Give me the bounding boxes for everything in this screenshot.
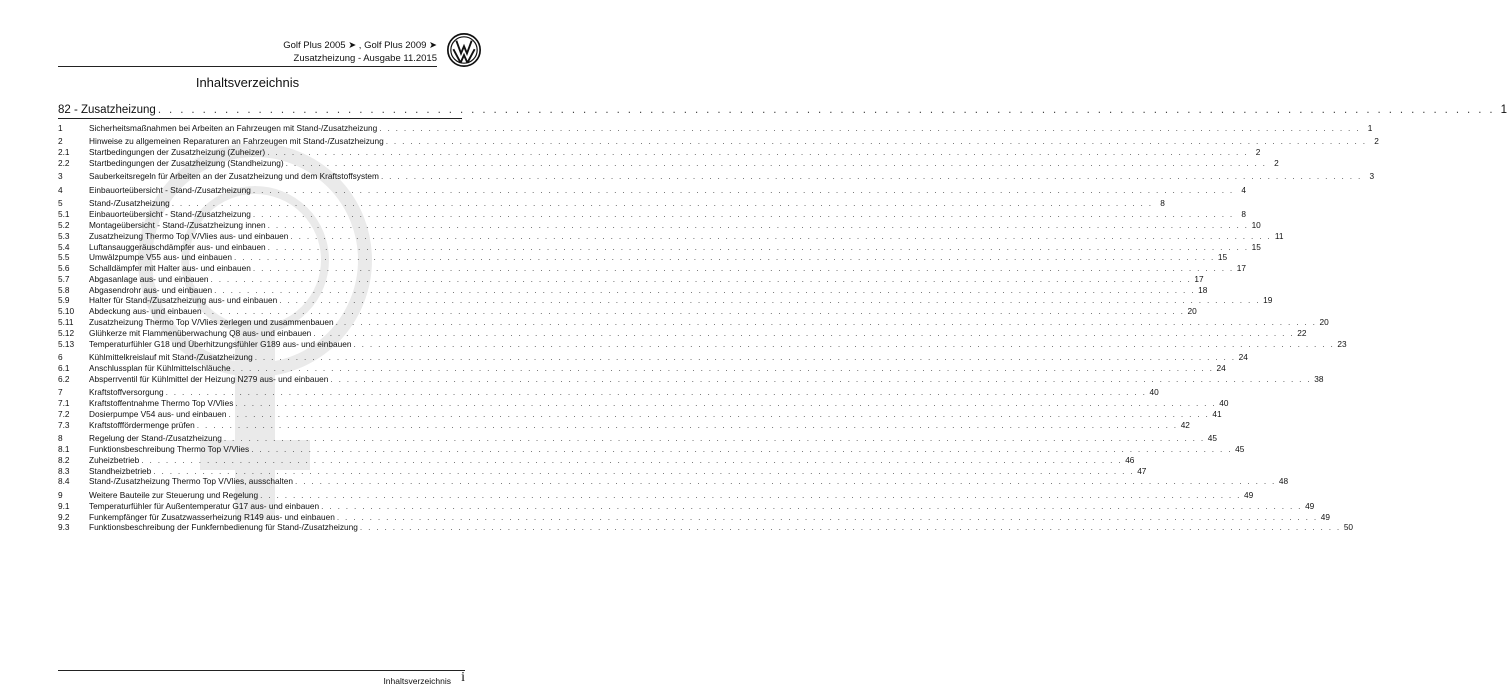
toc-dot-leader: . . . . . . . . . . . . . . . . . . . . . . . . . . . . . . . . . . . . . . . . . . . . . . . . . . . . . . . . . . . . . . . . . . . . . . . . . . . . . . . . . . . . . . . . . . . . . . . . . . . . . . . . . . . . . . . . . . . . . . . . (228, 408, 1210, 419)
toc-entry[interactable] (58, 352, 1248, 363)
toc-entry-number: 5.3 (58, 230, 70, 241)
toc-entry[interactable] (58, 209, 1247, 220)
toc-page-number: 40 (1149, 387, 1159, 398)
toc-page-number: 47 (1137, 465, 1147, 476)
toc-page-number: 1 (1367, 122, 1373, 133)
toc-page-number: 46 (1125, 454, 1135, 465)
toc-page-number: 2 (1255, 146, 1261, 157)
toc-entry-title: Kraftstofffördermenge prüfen (89, 419, 195, 430)
toc-page-number: 17 (1236, 263, 1247, 274)
toc-page-number: 22 (1297, 327, 1307, 338)
toc-entry-title: Zuheizbetrieb (89, 454, 140, 465)
footer-page-number: i (461, 670, 465, 685)
header-rule (58, 66, 437, 67)
toc-entry-number: 9 (58, 489, 63, 500)
toc-entry-number: 5.9 (58, 295, 70, 306)
toc-entry-title: Luftansauggeräuschdämpfer aus- und einbauen (89, 241, 266, 252)
toc-dot-leader: . . . . . . . . . . . . . . . . . . . . . . . . . . . . . . . . . . . . . . . . . . . . . . . . . . . . . . . . . . . . . . . . . . . . . . . . . . . . . . . . . . . . . . . . . . . . . . . . . . . . . . . . . . . . . . . . . . . . . . . . (252, 263, 1235, 274)
toc-entry[interactable] (58, 198, 1165, 209)
toc-entry-number: 5.5 (58, 252, 70, 263)
toc-dot-leader: . . . . . . . . . . . . . . . . . . . . . . . . . . . . . . . . . . . . . . . . . . . . . . . . . . . . . . . . . . . . . . . . . . . . . . . . . . . . . . . . . . . . . . . . . . . . . . . . . . . . . . . . . . . . . . . . . . . . . . . . (251, 444, 1233, 455)
toc-entry-title: Kraftstoffversorgung (89, 387, 164, 398)
toc-page-number: 4 (1241, 184, 1247, 195)
toc-dot-leader: . . . . . . . . . . . . . . . . . . . . . . . . . . . . . . . . . . . . . . . . . . . . . . . . . . . . . . . . . . . . . . . . . . . . . . . . . . . . . . . . . . . . . . . . . . . . . . . . . . . . . . . . . . . . . . . . . . . . . . . . (267, 241, 1249, 252)
toc-dot-leader: . . . . . . . . . . . . . . . . . . . . . . . . . . . . . . . . . . . . . . . . . . . . . . . . . . . . . . . . . . . . . . . . . . . . . . . . . . . . . . . . . . . . . . . . . . . . . . . . . . . . . . . . . . . . . . . . . . . . . . . . (353, 338, 1335, 349)
toc-page-number: 49 (1320, 511, 1330, 522)
toc-entry[interactable] (58, 252, 1228, 263)
toc-entry-title: Regelung der Stand-/Zusatzheizung (89, 433, 222, 444)
toc-entry-title: Zusatzheizung Thermo Top V/Vlies aus- und einbauen (89, 230, 289, 241)
toc-dot-leader: . . . . . . . . . . . . . . . . . . . . . . . . . . . . . . . . . . . . . . . . . . . . . . . . . . . . . . . . . . . . . . . . . . . . . . . . . . . . . . . . . . . . . . . . . . . . . . . . . . . . . . . . . . . . . . . . . . . . . . . . (336, 511, 1318, 522)
toc-page-number: 42 (1180, 419, 1190, 430)
toc-page-number: 11 (1274, 230, 1284, 241)
toc-entry-title: 82 - Zusatzheizung (58, 104, 156, 116)
toc-entry-number: 8.2 (58, 454, 70, 465)
toc-entry-number: 9.1 (58, 500, 70, 511)
toc-dot-leader: . . . . . . . . . . . . . . . . . . . . . . . . . . . . . . . . . . . . . . . . . . . . . . . . . . . . . . . . . . . . . . . . . . . . . . . . . . . . . . . . . . . . . . . . . . . . . . . . . . . . . . . . . . . . . . . . . . . . . . . . (153, 465, 1135, 476)
toc-entry-title: Funktionsbeschreibung Thermo Top V/Vlies (89, 444, 250, 455)
toc-entry-number: 4 (58, 184, 63, 195)
toc-entry-title: Stand-/Zusatzheizung Thermo Top V/Vlies, ausschalten (89, 476, 294, 487)
toc-entry[interactable] (58, 465, 1147, 476)
toc-page-number: 49 (1244, 489, 1254, 500)
toc-entry[interactable] (58, 362, 1226, 373)
toc-entry[interactable] (58, 408, 1222, 419)
toc-page-number: 20 (1319, 317, 1329, 328)
toc-entry[interactable] (58, 263, 1247, 274)
toc-page-number: 2 (1274, 157, 1279, 168)
toc-page-number: 41 (1212, 408, 1222, 419)
toc-entry-number: 5.7 (58, 273, 70, 284)
toc-page-number: 23 (1337, 338, 1347, 349)
toc-entry-number: 5.4 (58, 241, 70, 252)
toc-entry-title: Dosierpumpe V54 aus- und einbauen (89, 408, 227, 419)
toc-entry[interactable] (58, 136, 1379, 147)
toc-page-number: 49 (1305, 500, 1315, 511)
toc-entry-number: 7.3 (58, 419, 70, 430)
toc-entry-title: Sicherheitsmaßnahmen bei Arbeiten an Fahrzeugen mit Stand-/Zusatzheizung (89, 122, 378, 133)
toc-entry-number: 5.13 (58, 338, 75, 349)
toc-dot-leader: . . . . . . . . . . . . . . . . . . . . . . . . . . . . . . . . . . . . . . . . . . . . . . . . . . . . . . . . . . . . . . . . . . . . . . . . . . . . . . . . . . . . . . . . . . . . . . . . . . . . . . . . . . . . . . . . . . . . . . . . (335, 317, 1317, 328)
toc-entry[interactable] (58, 122, 1373, 133)
toc-entry[interactable] (58, 327, 1307, 338)
toc-entry-number: 5.6 (58, 263, 70, 274)
toc-entry-title: Kühlmittelkreislauf mit Stand-/Zusatzheizung (89, 352, 253, 363)
toc-entry-number: 9.3 (58, 522, 70, 533)
toc-dot-leader: . . . . . . . . . . . . . . . . . . . . . . . . . . . . . . . . . . . . . . . . . . . . . . . . . . . . . . . . . . . . . . . . . . . . . . . . . . . . . . . . . . . . . . . . . . . . . . . . . . . . . . . . . . . . . . . . . . . . . . . . (359, 522, 1342, 533)
toc-page-number: 19 (1263, 295, 1273, 306)
toc-entry-title: Temperaturfühler für Außentemperatur G17 aus- und einbauen (89, 500, 320, 511)
toc-chapter-heading[interactable] (58, 95, 1507, 119)
toc-entry[interactable] (58, 511, 1330, 522)
toc-entry-number: 7.2 (58, 408, 70, 419)
toc-entry[interactable] (58, 454, 1135, 465)
toc-dot-leader: . . . . . . . . . . . . . . . . . . . . . . . . . . . . . . . . . . . . . . . . . . . . . . . . . . . . . . . . . . . . . . . . . . . . . . . . . . . . . . . . . . . . . . . . . . . . . . . . . . . . . . . . . . . . . . . . . . . . . . . . (385, 136, 1367, 147)
toc-entry-title: Halter für Stand-/Zusatzheizung aus- und einbauen (89, 295, 278, 306)
toc-page-number: 48 (1278, 476, 1289, 487)
toc-entry-title: Glühkerze mit Flammenüberwachung Q8 aus- und einbauen (89, 327, 312, 338)
toc-entry-title: Abdeckung aus- und einbauen (89, 306, 202, 317)
toc-entry-number: 5.2 (58, 220, 70, 231)
vw-logo-icon (447, 33, 481, 67)
toc-entry-title: Hinweise zu allgemeinen Reparaturen an Fahrzeugen mit Stand-/Zusatzheizung (89, 136, 384, 147)
toc-entry-title: Anschlussplan für Kühlmittelschläuche (89, 362, 231, 373)
toc-entry-number: 5.10 (58, 306, 75, 317)
toc-entry-number: 6 (58, 352, 63, 363)
toc-page-number: 8 (1160, 198, 1165, 209)
toc-entry[interactable] (58, 171, 1375, 182)
toc-entry-title: Umwälzpumpe V55 aus- und einbauen (89, 252, 232, 263)
toc-entry-title: Startbedingungen der Zusatzheizung (Standheizung) (89, 157, 284, 168)
toc-entry[interactable] (58, 500, 1315, 511)
toc-page-number: 15 (1251, 241, 1261, 252)
toc-entry-title: Kraftstoffentnahme Thermo Top V/Vlies (89, 398, 234, 409)
toc-dot-leader: . . . . . . . . . . . . . . . . . . . . . . . . . . . . . . . . . . . . . . . . . . . . . . . . . . . . . . . . . . . . . . . . . . . . . . . . . . . . . . . . . . . . . . . . . . . . . . . . . . . . . . . . . . . . . . . . . . . . . . . . (260, 489, 1242, 500)
toc-entry-title: Funktionsbeschreibung der Funkfernbedienung für Stand-/Zusatzheizung (89, 522, 358, 533)
toc-dot-leader: . . . . . . . . . . . . . . . . . . . . . . . . . . . . . . . . . . . . . . . . . . . . . . . . . . . . . . . . . . . . . . . . . . . . . . . . . . . . . . . . . . . . . . . . . . . . . . . . . . . . . . . . . . . . . . . . . . . . . . . . (313, 327, 1295, 338)
toc-entry-number: 5.11 (58, 317, 74, 328)
toc-entry-title: Abgasendrohr aus- und einbauen (89, 284, 213, 295)
toc-dot-leader: . . . . . . . . . . . . . . . . . . . . . . . . . . . . . . . . . . . . . . . . . . . . . . . . . . . . . . . . . . . . . . . . . . . . . . . . . . . . . . . . . . . . . . . . . . . . . . . . . . . . . . . . . . . . . . . . . . . . . . . . (295, 476, 1277, 487)
toc-page-number: 45 (1235, 444, 1245, 455)
toc-dot-leader: . . . . . . . . . . . . . . . . . . . . . . . . . . . . . . . . . . . . . . . . . . . . . . . . . . . . . . . . . . . . . . . . . . . . . . . . . . . . . . . . . . . . . . . . . . . . . . . . . . . . . . . . . . . . . . . . . . . . . . . . (379, 122, 1361, 133)
toc-page-number: 20 (1187, 306, 1197, 317)
toc-entry[interactable] (58, 230, 1284, 241)
toc-entry[interactable] (58, 433, 1217, 444)
toc-dot-leader: . . . . . . . . . . . . . . . . . . . . . . . . . . . . . . . . . . . . . . . . . . . . . . . . . . . . . . . . . . . . . . . . . . . . . . . . . . . . . . . . . . . . . . . . . . . . . . . . . . . . . . . . . . . . . . . . . . . . . . . . (330, 373, 1312, 384)
toc-entry-number: 8.4 (58, 476, 70, 487)
toc-entry-title: Einbauorteübersicht - Stand-/Zusatzheizung (89, 184, 251, 195)
toc-dot-leader: . . . . . . . . . . . . . . . . . . . . . . . . . . . . . . . . . . . . . . . . . . . . . . . . . . . . . . . . . . . . . . . . . . . . . . . . . . . . . . . . . . . . . . . . . . . . . . . . . . . . . . . . . . . . . . . . . . . . . . . . (203, 306, 1185, 317)
toc-page-number: 15 (1217, 252, 1228, 263)
toc-dot-leader: . . . . . . . . . . . . . . . . . . . . . . . . . . . . . . . . . . . . . . . . . . . . . . . . . . . . . . . . . . . . . . . . . . . . . . . . . . . . . . . . . . . . . . . . . . . . . . . . . . . . . . . . . . . . . . . . . . . . . . . . (267, 146, 1249, 157)
toc-entry-number: 3 (58, 171, 63, 182)
toc-dot-leader: . . . . . . . . . . . . . . . . . . . . . . . . . . . . . . . . . . . . . . . . . . . . . . . . . . . . . . . . . . . . . . . . . . . . . . . . . . . . . . . . . . . . . . . . . . . . . . . . . . . . . . . . . . . . . . . . . . . . . . . . (223, 433, 1205, 444)
toc-entry-title: Absperrventil für Kühlmittel der Heizung N279 aus- und einbauen (89, 373, 329, 384)
toc-dot-leader: . . . . . . . . . . . . . . . . . . . . . . . . . . . . . . . . . . . . . . . . . . . . . . . . . . . . . . . . . . . . . . . . . . . . . . . . . . . . . . . . . . . . . . . . . . . . . . . . . . . . . . . . . . . . . . . . . . . . . . . . (290, 230, 1272, 241)
toc-entry[interactable] (58, 146, 1261, 157)
toc-entry-title: Einbauorteübersicht - Stand-/Zusatzheizung (89, 209, 251, 220)
toc-dot-leader: . . . . . . . . . . . . . . . . . . . . . . . . . . . . . . . . . . . . . . . . . . . . . . . . . . . . . . . . . . . . . . . . . . . . . . . . . . . . . . . . . . . . . . . . . . . . . . . . . . . . . . . . . . . . . . . . . . . . . . . . (267, 220, 1249, 231)
toc-dot-leader: . . . . . . . . . . . . . . . . . . . . . . . . . . . . . . . . . . . . . . . . . . . . . . . . . . . . . . . . . . . . . . . . . . . . . . . . . . . . . . . . . . . . . . . . . . . . . . . . . . . . . . . . . . . . . . . . . . . . . . . . (141, 454, 1123, 465)
toc-entry[interactable] (58, 522, 1354, 533)
toc-entry[interactable] (58, 157, 1279, 168)
toc-entry-title: Zusatzheizung Thermo Top V/Vlies zerlegen und zusammenbauen (89, 317, 334, 328)
toc-entry-number: 8.1 (58, 444, 70, 455)
toc-dot-leader: . . . . . . . . . . . . . . . . . . . . . . . . . . . . . . . . . . . . . . . . . . . . . . . . . . . . . . . . . . . . . . . . . . . . . . . . . . . . . . . . . . . . . . . . . . . . . . . . . . . . . . . . . . . . . . . . . . . . . . . . (165, 387, 1147, 398)
toc-page-number: 18 (1198, 284, 1208, 295)
toc-entry[interactable] (58, 284, 1208, 295)
toc-entry[interactable] (58, 444, 1245, 455)
header-document-edition: Zusatzheizung - Ausgabe 11.2015 (293, 53, 437, 64)
toc-entry[interactable] (58, 317, 1329, 328)
toc-entry-number: 8 (58, 433, 63, 444)
toc-entry[interactable] (58, 295, 1273, 306)
toc-entry-number: 8.3 (58, 465, 70, 476)
toc-page-number: 2 (1374, 136, 1379, 147)
toc-entry-title: Standheizbetrieb (89, 465, 152, 476)
toc-entry[interactable] (58, 476, 1289, 487)
toc-page-number: 3 (1369, 171, 1375, 182)
toc-entry-title: Montageübersicht - Stand-/Zusatzheizung innen (89, 220, 266, 231)
toc-dot-leader: . . . . . . . . . . . . . . . . . . . . . . . . . . . . . . . . . . . . . . . . . . . . . . . . . . . . . . . . . . . . . . . . . . . . . . . . . . . . . . . . . . . . . . . . . . . . . . . . . . . . . . . . . . . . . . . . . . . . . . . . (210, 273, 1192, 284)
toc-entry-number: 9.2 (58, 511, 70, 522)
toc-page-number: 50 (1343, 522, 1354, 533)
toc-page-number: 17 (1194, 273, 1204, 284)
toc-entry-number: 5 (58, 198, 63, 209)
toc-page-number: 10 (1251, 220, 1261, 231)
toc-page-number: 8 (1241, 209, 1247, 220)
toc-entry[interactable] (58, 338, 1347, 349)
page-header (0, 0, 495, 70)
toc-entry[interactable] (58, 489, 1254, 500)
toc-entry[interactable] (58, 373, 1324, 384)
toc-dot-leader: . . . . . . . . . . . . . . . . . . . . . . . . . . . . . . . . . . . . . . . . . . . . . . . . . . . . . . . . . . . . . . . . . . . . . . . . . . . . . . . . . . . . . . . . . . . . . . . . . . . . . . . . . . . . . . . . . . . . . . . . (214, 284, 1196, 295)
footer-rule (58, 670, 465, 671)
toc-dot-leader: . . . . . . . . . . . . . . . . . . . . . . . . . . . . . . . . . . . . . . . . . . . . . . . . . . . . . . . . . . . . . . . . . . . . . . . . . . . . . . . . . . . . . . . . . . . . . . . . . . . . . . . . . . . . . . . . . . . . . . . . (279, 295, 1261, 306)
toc-entry-number: 5.8 (58, 284, 70, 295)
toc-entry-number: 5.12 (58, 327, 75, 338)
toc-dot-leader: . . . . . . . . . . . . . . . . . . . . . . . . . . . . . . . . . . . . . . . . . . . . . . . . . . . . . . . . . . . . . . . . . . . . . . . . . . . . . . . . . . . . . . . . . . . . . . . . . . . . . . . . . . . . . . . . . . . . . . . . (196, 419, 1178, 430)
toc-dot-leader: . . . . . . . . . . . . . . . . . . . . . . . . . . . . . . . . . . . . . . . . . . . . . . . . . . . . . . . . . . . . . . . . . . . . . . . . . . . . . . . . . . . . . . . . . . . . . . . . . . . . . . . . . . . . . . . . . . . . . . . . (321, 500, 1303, 511)
toc-entry-number: 2 (58, 136, 63, 147)
toc-entry[interactable] (58, 306, 1197, 317)
toc-entry[interactable] (58, 419, 1190, 430)
toc-entry-title: Temperaturfühler G18 und Überhitzungsfühler G189 aus- und einbauen (89, 338, 352, 349)
table-of-contents (58, 95, 1507, 533)
toc-entry-number: 7 (58, 387, 63, 398)
toc-page-number: 24 (1216, 362, 1226, 373)
toc-dot-leader: . . . . . . . . . . . . . . . . . . . . . . . . . . . . . . . . . . . . . . . . . . . . . . . . . . . . . . . . . . . . . . . . . . . . . . . . . . . . . . . . . . . . . . . . . . . . . . . . . . . . . . . . . . . . . . . . . . . . . . . . (254, 352, 1236, 363)
toc-entry-title: Funkempfänger für Zusatzwasserheizung R149 aus- und einbauen (89, 511, 335, 522)
toc-dot-leader: . . . . . . . . . . . . . . . . . . . . . . . . . . . . . . . . . . . . . . . . . . . . . . . . . . . . . . . . . . . . . . . . . . . . . . . . . . . . . . . . . . . . . . . . . . . . . . . . . . . . . . . . . . . . . . . . . . . . . . . . (157, 104, 1496, 116)
page-title: Inhaltsverzeichnis (195, 75, 300, 90)
toc-entry-number: 6.2 (58, 373, 70, 384)
toc-entry-title: Weitere Bauteile zur Steuerung und Regelung (89, 489, 259, 500)
toc-entry-number: 6.1 (58, 362, 70, 373)
toc-page-number: 45 (1207, 433, 1217, 444)
toc-dot-leader: . . . . . . . . . . . . . . . . . . . . . . . . . . . . . . . . . . . . . . . . . . . . . . . . . . . . . . . . . . . . . . . . . . . . . . . . . . . . . . . . . . . . . . . . . . . . . . . . . . . . . . . . . . . . . . . . . . . . . . . . (252, 184, 1235, 195)
toc-entry[interactable] (58, 220, 1261, 231)
header-vehicle-models: Golf Plus 2005 ➤ , Golf Plus 2009 ➤ (283, 40, 437, 51)
toc-entry[interactable] (58, 273, 1204, 284)
toc-entry-title: Stand-/Zusatzheizung (89, 198, 170, 209)
toc-page-number: 38 (1314, 373, 1324, 384)
toc-page-number: 24 (1238, 352, 1248, 363)
toc-entry-number: 7.1 (58, 398, 70, 409)
toc-entry-number: 5.1 (58, 209, 70, 220)
toc-entry[interactable] (58, 241, 1261, 252)
toc-entry-title: Schalldämpfer mit Halter aus- und einbauen (89, 263, 251, 274)
toc-dot-leader: . . . . . . . . . . . . . . . . . . . . . . . . . . . . . . . . . . . . . . . . . . . . . . . . . . . . . . . . . . . . . . . . . . . . . . . . . . . . . . . . . . . . . . . . . . . . . . . . . . . . . . . . . . . . . . . . . . . . . . . . (235, 398, 1217, 409)
toc-dot-leader: . . . . . . . . . . . . . . . . . . . . . . . . . . . . . . . . . . . . . . . . . . . . . . . . . . . . . . . . . . . . . . . . . . . . . . . . . . . . . . . . . . . . . . . . . . . . . . . . . . . . . . . . . . . . . . . . . . . . . . . . (232, 362, 1214, 373)
toc-entry-number: 2.2 (58, 157, 70, 168)
toc-entry-title: Sauberkeitsregeln für Arbeiten an der Zusatzheizung und dem Kraftstoffsystem (89, 171, 379, 182)
toc-page-number: 1 (1500, 104, 1507, 116)
toc-page-number: 40 (1219, 398, 1229, 409)
toc-entry-title: Startbedingungen der Zusatzheizung (Zuheizer) (89, 146, 266, 157)
toc-entry-number: 2.1 (58, 146, 70, 157)
toc-entry-number: 1 (58, 122, 63, 133)
toc-dot-leader: . . . . . . . . . . . . . . . . . . . . . . . . . . . . . . . . . . . . . . . . . . . . . . . . . . . . . . . . . . . . . . . . . . . . . . . . . . . . . . . . . . . . . . . . . . . . . . . . . . . . . . . . . . . . . . . . . . . . . . . . (380, 171, 1363, 182)
toc-entry[interactable] (58, 398, 1229, 409)
toc-entry[interactable] (58, 387, 1159, 398)
toc-dot-leader: . . . . . . . . . . . . . . . . . . . . . . . . . . . . . . . . . . . . . . . . . . . . . . . . . . . . . . . . . . . . . . . . . . . . . . . . . . . . . . . . . . . . . . . . . . . . . . . . . . . . . . . . . . . . . . . . . . . . . . . . (285, 157, 1267, 168)
toc-dot-leader: . . . . . . . . . . . . . . . . . . . . . . . . . . . . . . . . . . . . . . . . . . . . . . . . . . . . . . . . . . . . . . . . . . . . . . . . . . . . . . . . . . . . . . . . . . . . . . . . . . . . . . . . . . . . . . . . . . . . . . . . (233, 252, 1216, 263)
toc-entry[interactable] (58, 184, 1247, 195)
footer-section-label: Inhaltsverzeichnis (383, 676, 451, 686)
toc-dot-leader: . . . . . . . . . . . . . . . . . . . . . . . . . . . . . . . . . . . . . . . . . . . . . . . . . . . . . . . . . . . . . . . . . . . . . . . . . . . . . . . . . . . . . . . . . . . . . . . . . . . . . . . . . . . . . . . . . . . . . . . . (171, 198, 1153, 209)
toc-dot-leader: . . . . . . . . . . . . . . . . . . . . . . . . . . . . . . . . . . . . . . . . . . . . . . . . . . . . . . . . . . . . . . . . . . . . . . . . . . . . . . . . . . . . . . . . . . . . . . . . . . . . . . . . . . . . . . . . . . . . . . . . (252, 209, 1235, 220)
toc-entry-title: Abgasanlage aus- und einbauen (89, 273, 209, 284)
